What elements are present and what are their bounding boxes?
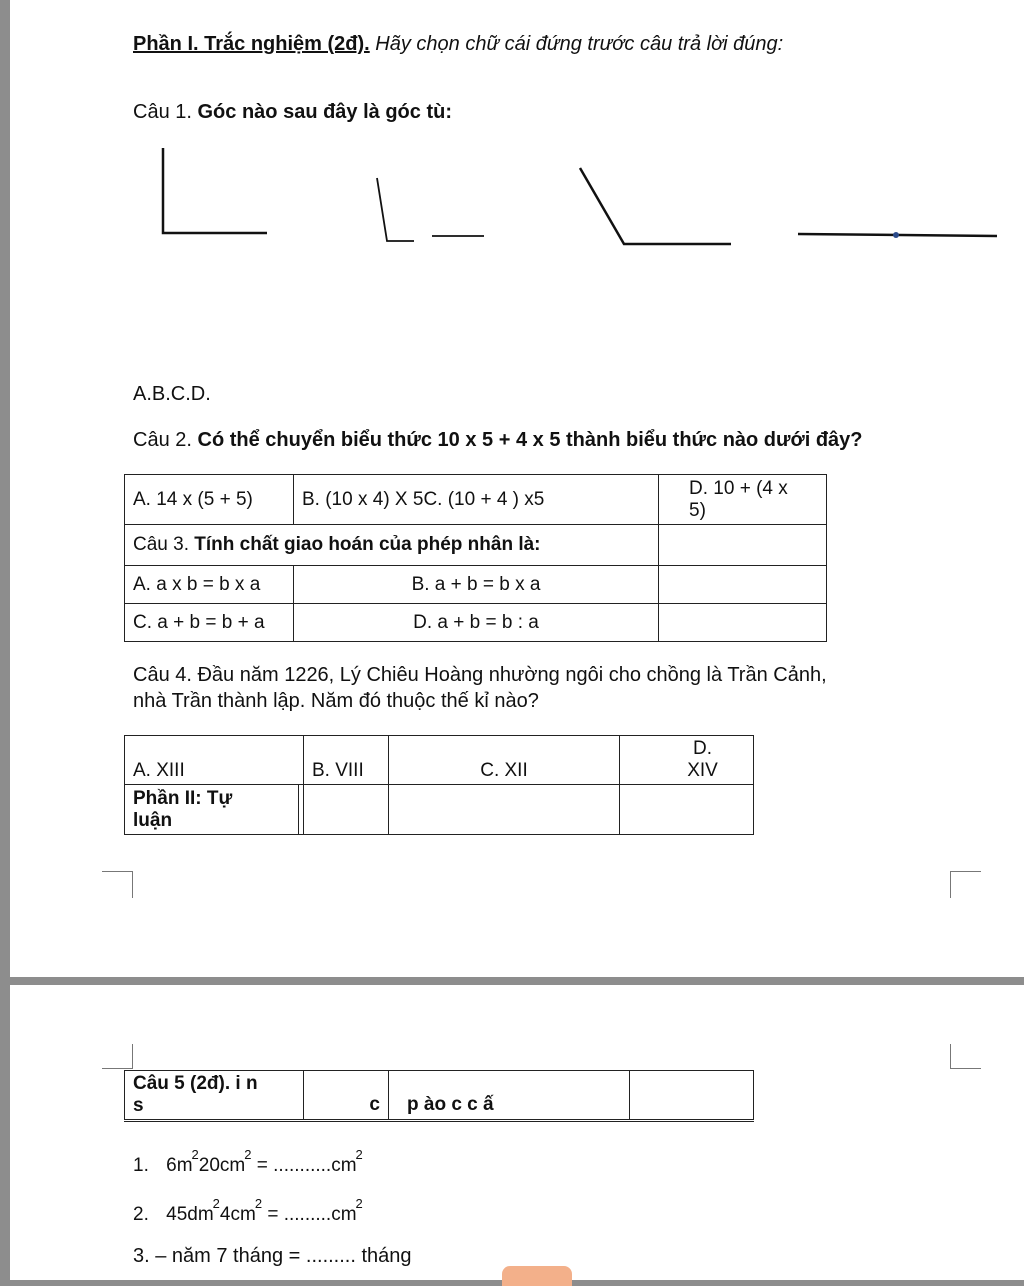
angle-c-obtuse [580,168,731,244]
q5-item-2-eq: = [262,1204,284,1225]
q5-item-1-expr: 6m [166,1155,193,1176]
q2-prefix: Câu 2. [133,429,192,451]
q5-cell-3: p ào c c ấ [389,1071,630,1121]
q3-option-a: A. a x b = b x a [125,566,294,604]
q3-prefix: Câu 3. [133,534,189,555]
part1-instruction: Hãy chọn chữ cái đứng trước câu trả lời đúng: [375,33,784,55]
crop-mark-bottom-right [950,871,981,898]
crop-mark-top-left [102,1044,133,1069]
q2-q3-table [124,474,827,642]
q4-line2: nhà Trần thành lập. Năm đó thuộc thế kỉ nào? [133,690,539,712]
q5-item-2-sup-a: 2 [212,1196,220,1211]
q5-item-1-mid: 20cm [198,1155,246,1176]
angle-d-vertex [893,232,899,238]
q4-option-d-line2: XIV [687,760,718,781]
q3-option-b: B. a + b = b x a [294,566,659,604]
q4-line1: Câu 4. Đầu năm 1226, Lý Chiêu Hoàng nhường ngôi cho chồng là Trần Cảnh, [133,664,827,686]
q3-empty-cell [659,525,827,566]
q3-option-d: D. a + b = b : a [294,604,659,642]
q5-item-1-sup-c: 2 [355,1147,363,1162]
q2-option-d-line2: 5) [689,499,706,521]
part2-label [125,785,299,835]
q1-text: Góc nào sau đây là góc tù: [197,101,452,123]
part2-empty-cell-d [620,785,754,835]
crop-mark-top-right [950,1044,981,1069]
q3-option-c: C. a + b = b + a [125,604,294,642]
q5-item-2-num: 2. [133,1204,149,1225]
part2-empty-cell-c [389,785,620,835]
q2-option-a: A. 14 x (5 + 5) [125,475,294,525]
q4-option-b: B. VIII [304,736,389,785]
q5-item-1 [133,1147,363,1177]
q1-prefix: Câu 1. [133,101,192,123]
q5-item-2-expr: 45dm [166,1204,214,1225]
part2-label-line1: Phần II: Tự [133,787,233,809]
q1-angle-figures [0,0,1024,300]
q3-empty-cell-d [659,604,827,642]
crop-mark-bottom-left [102,871,133,898]
part2-label-line2: luận [133,809,173,831]
q2-text: Có thể chuyển biểu thức 10 x 5 + 4 x 5 thành biểu thức nào dưới đây? [197,429,863,451]
q2-option-d-line1: D. 10 + (4 x [689,477,788,499]
q5-item-3: 3. – năm 7 tháng = ......... tháng [133,1245,412,1267]
q5-item-2 [133,1196,363,1226]
q4-option-d-line1: D. [693,738,712,759]
q3-text: Tính chất giao hoán của phép nhân là: [194,534,541,555]
part2-empty-cell-b [304,785,389,835]
q4-option-c: C. XII [389,736,620,785]
q4-table [124,735,754,835]
q5-item-2-unit: cm [331,1204,357,1225]
q4-option-a: A. XIII [125,736,304,785]
angle-b-acute [377,178,414,241]
q1-answers: A.B.C.D. [133,383,211,405]
q5-item-2-mid: 4cm [219,1204,256,1225]
floating-button-tab[interactable] [502,1266,572,1286]
q5-item-2-blank[interactable]: ......... [283,1204,332,1225]
q5-cell-4 [630,1071,754,1121]
q5-cell-2: c [304,1071,389,1121]
angle-a-right [163,148,267,233]
page-2 [10,985,1024,1280]
q5-cell-1 [125,1071,304,1121]
q5-table [124,1070,754,1122]
q5-item-1-blank[interactable]: ........... [273,1155,332,1176]
q4-option-d [620,736,754,785]
q5-cell-1-line1: Câu 5 (2đ). i n [133,1073,258,1094]
q5-item-1-sup-a: 2 [191,1147,199,1162]
q5-item-2-sup-b: 2 [254,1196,263,1211]
q2-option-d [659,475,827,525]
q5-item-1-num: 1. [133,1155,149,1176]
q3-question-cell [125,525,659,566]
q5-item-2-sup-c: 2 [355,1196,363,1211]
q5-item-1-unit: cm [331,1155,357,1176]
q2-option-bc: B. (10 x 4) X 5C. (10 + 4 ) x5 [294,475,659,525]
q2-line [133,429,863,452]
q5-cell-1-line2: s [133,1095,144,1116]
q5-item-1-eq: = [251,1155,274,1176]
part1-heading: Phần I. Trắc nghiệm (2đ). [133,33,370,55]
q3-empty-cell-b [659,566,827,604]
q5-item-1-sup-b: 2 [244,1147,252,1162]
